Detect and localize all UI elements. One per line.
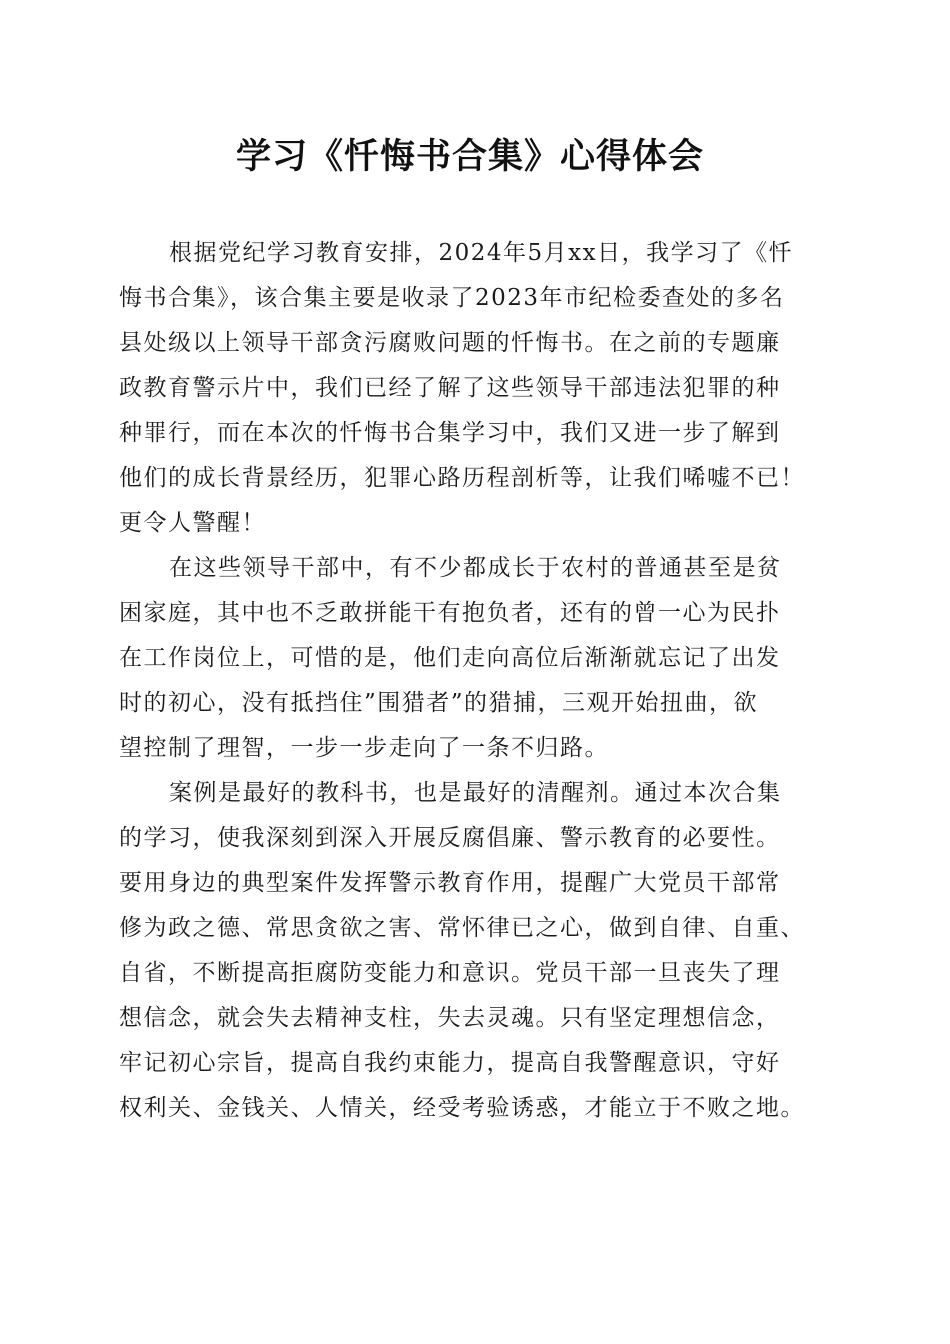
paragraph-1-line-4: 政教育警示片中，我们已经了解了这些领导干部违法犯罪的种 [119,375,781,401]
paragraph-3-line-5: 自省，不断提高拒腐防变能力和意识。党员干部一旦丧失了理 [119,960,781,986]
paragraph-2-line-1: 在这些领导干部中，有不少都成长于农村的普通甚至是贫 [169,555,782,581]
paragraph-1-line-5: 种罪行，而在本次的忏悔书合集学习中，我们又进一步了解到 [119,420,781,446]
paragraph-3-line-2: 的学习，使我深刻到深入开展反腐倡廉、警示教育的必要性。 [119,825,781,851]
paragraph-2-line-4: 时的初心，没有抵挡住”围猎者”的猎捕，三观开始扭曲，欲 [119,690,759,716]
paragraph-1-line-1: 根据党纪学习教育安排，2024年5月xx日，我学习了《忏 [169,240,794,266]
document-title: 学习《忏悔书合集》心得体会 [235,136,704,177]
paragraph-1-line-6: 他们的成长背景经历，犯罪心路历程剖析等，让我们唏嘘不已！ [119,465,805,491]
paragraph-3-line-3: 要用身边的典型案件发挥警示教育作用，提醒广大党员干部常 [119,870,781,896]
paragraph-1-line-7: 更令人警醒！ [119,510,266,536]
paragraph-2-line-5: 望控制了理智，一步一步走向了一条不归路。 [119,735,609,761]
paragraph-2-line-3: 在工作岗位上，可惜的是，他们走向高位后渐渐就忘记了出发 [119,645,781,671]
paragraph-1-line-2: 悔书合集》，该合集主要是收录了2023年市纪检委查处的多名 [119,285,785,311]
paragraph-3-line-8: 权利关、金钱关、人情关，经受考验诱惑，才能立于不败之地。 [119,1095,805,1121]
paragraph-3-line-1: 案例是最好的教科书，也是最好的清醒剂。通过本次合集 [169,780,782,806]
paragraph-3-line-7: 牢记初心宗旨，提高自我约束能力，提高自我警醒意识，守好 [119,1050,781,1076]
paragraph-2-line-2: 困家庭，其中也不乏敢拼能干有抱负者，还有的曾一心为民扑 [119,600,781,626]
paragraph-3-line-4: 修为政之德、常思贪欲之害、常怀律已之心，做到自律、自重、 [119,915,805,941]
paragraph-1-line-3: 县处级以上领导干部贪污腐败问题的忏悔书。在之前的专题廉 [119,330,781,356]
paragraph-3-line-6: 想信念，就会失去精神支柱，失去灵魂。只有坚定理想信念， [119,1005,781,1031]
